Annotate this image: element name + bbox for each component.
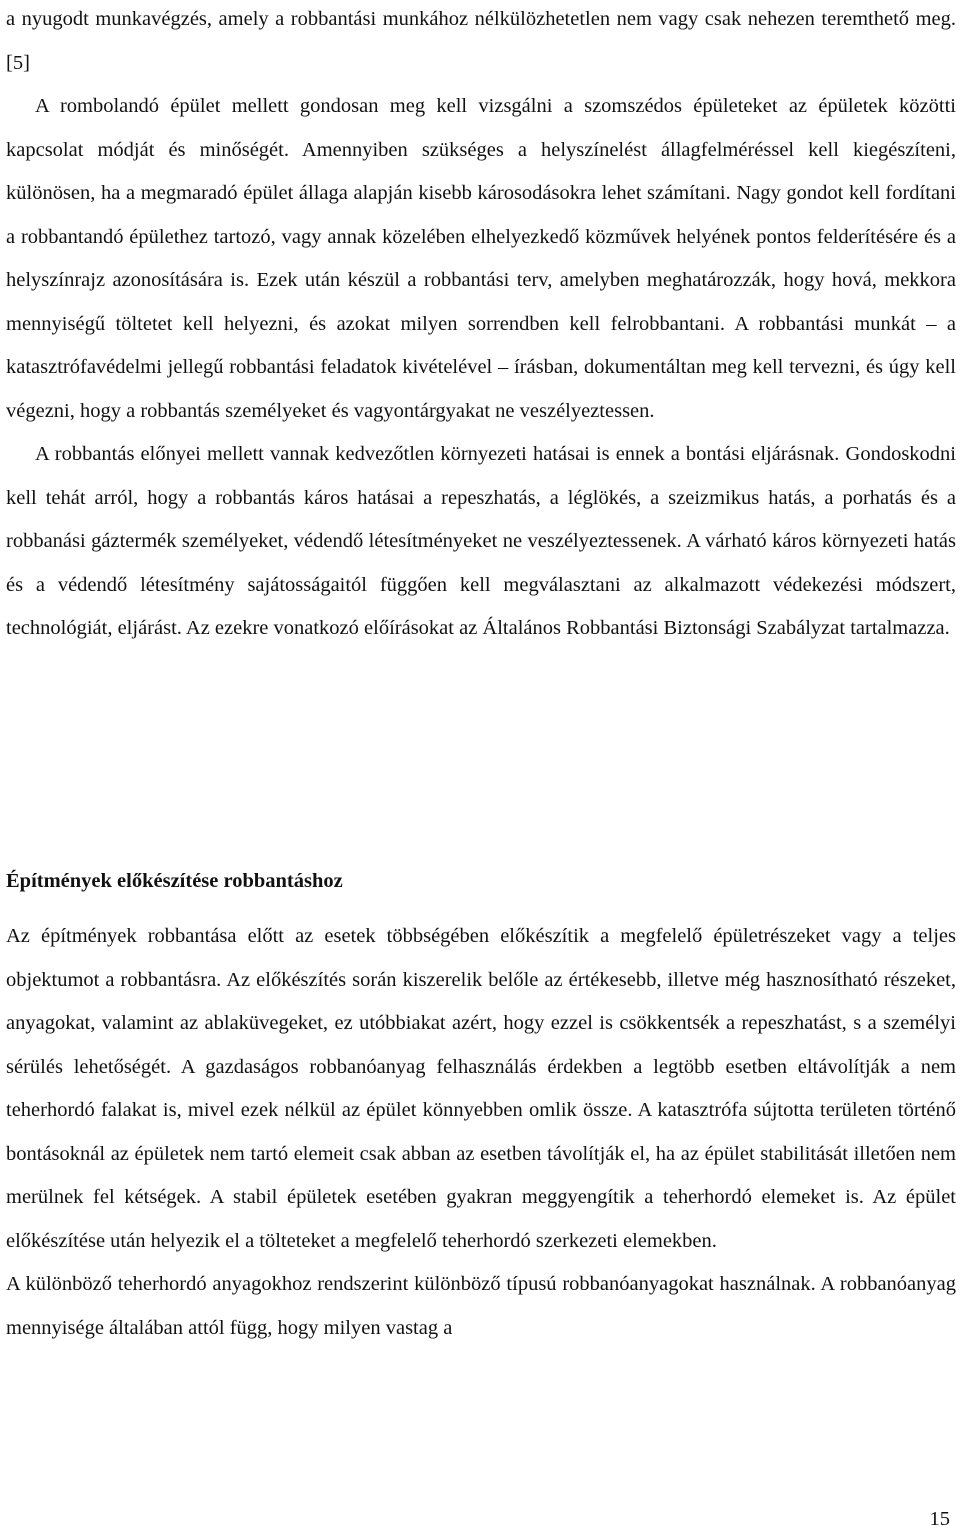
paragraph-environmental-effects: A robbantás előnyei mellett vannak kedvezőtlen környezeti hatásai is ennek a bontási eljárásnak. Gondoskodni kell tehát arról, hogy a robbantás káros hatásai a repeszhatás, a léglökés, a szeizmikus hatás, a porhatás és a robbanási gáztermék személyeket, védendő létesítményeket ne veszélyeztessenek. A várható káros környezeti hatás és a védendő létesítmény sajátosságaitól függően kell megválasztani az alkalmazott védekezési módszert, technológiát, eljárást. Az ezekre vonatkozó előírásokat az Általános Robbantási Biztonsági Szabályzat tartalmazza. (6, 443, 956, 639)
paragraph-inspection: A rombolandó épület mellett gondosan meg kell vizsgálni a szomszédos épületeket az épületek közötti kapcsolat módját és minőségét. Amennyiben szükséges a helyszínelést állagfelméréssel kell kiegészíteni, különösen, ha a megmaradó épület állaga alapján kisebb károsodásokra lehet számítani. Nagy gondot kell fordítani a robbantandó épülethez tartozó, vagy annak közelében elhelyezkedő közművek helyének pontos felderítésére és a helyszínrajz azonosítására is. Ezek után készül a robbantási terv, amelyben meghatározzák, hogy hová, mekkora mennyiségű töltetet kell helyezni, és azokat milyen sorrendben kell felrobbantani. A robbantási munkát – a katasztrófavédelmi jellegű robbantási feladatok kivételével – írásban, dokumentáltan meg kell tervezni, és úgy kell végezni, hogy a robbantás személyeket és vagyontárgyakat ne veszélyeztessen. (6, 95, 956, 422)
page-number: 15 (929, 1508, 950, 1530)
paragraph-continuation: a nyugodt munkavégzés, amely a robbantási munkához nélkülözhetetlen nem vagy csak nehezen teremthető meg. [5] (6, 8, 956, 74)
paragraph-preparation: Az építmények robbantása előtt az esetek többségében előkészítik a megfelelő épületrészeket vagy a teljes objektumot a robbantásra. Az előkészítés során kiszerelik belőle az értékesebb, illetve még hasznosítható részeket, anyagokat, valamint az ablaküvegeket, ez utóbbiakat azért, hogy ezzel is csökkentsék a repeszhatást, s a személyi sérülés lehetőségét. A gazdaságos robbanóanyag felhasználás érdekben a legtöbb esetben eltávolítják a nem teherhordó falakat is, mivel ezek nélkül az épület könnyebben omlik össze. A katasztrófa sújtotta területen történő bontásoknál az épületek nem tartó elemeit csak abban az esetben távolítják el, ha az épület stabilitását illetően nem merülnek fel kétségek. A stabil épületek esetében gyakran meggyengítik a teherhordó elemeket is. Az épület előkészítése után helyezik el a tölteteket a megfelelő teherhordó szerkezeti elemekben. (6, 925, 956, 1252)
top-section (6, 0, 956, 651)
bottom-section (6, 915, 956, 1350)
document-page (6, 0, 956, 1537)
section-heading: Építmények előkészítése robbantáshoz (6, 870, 343, 892)
paragraph-explosives: A különböző teherhordó anyagokhoz rendszerint különböző típusú robbanóanyagokat használnak. A robbanóanyag mennyisége általában attól függ, hogy milyen vastag a (6, 1273, 956, 1339)
